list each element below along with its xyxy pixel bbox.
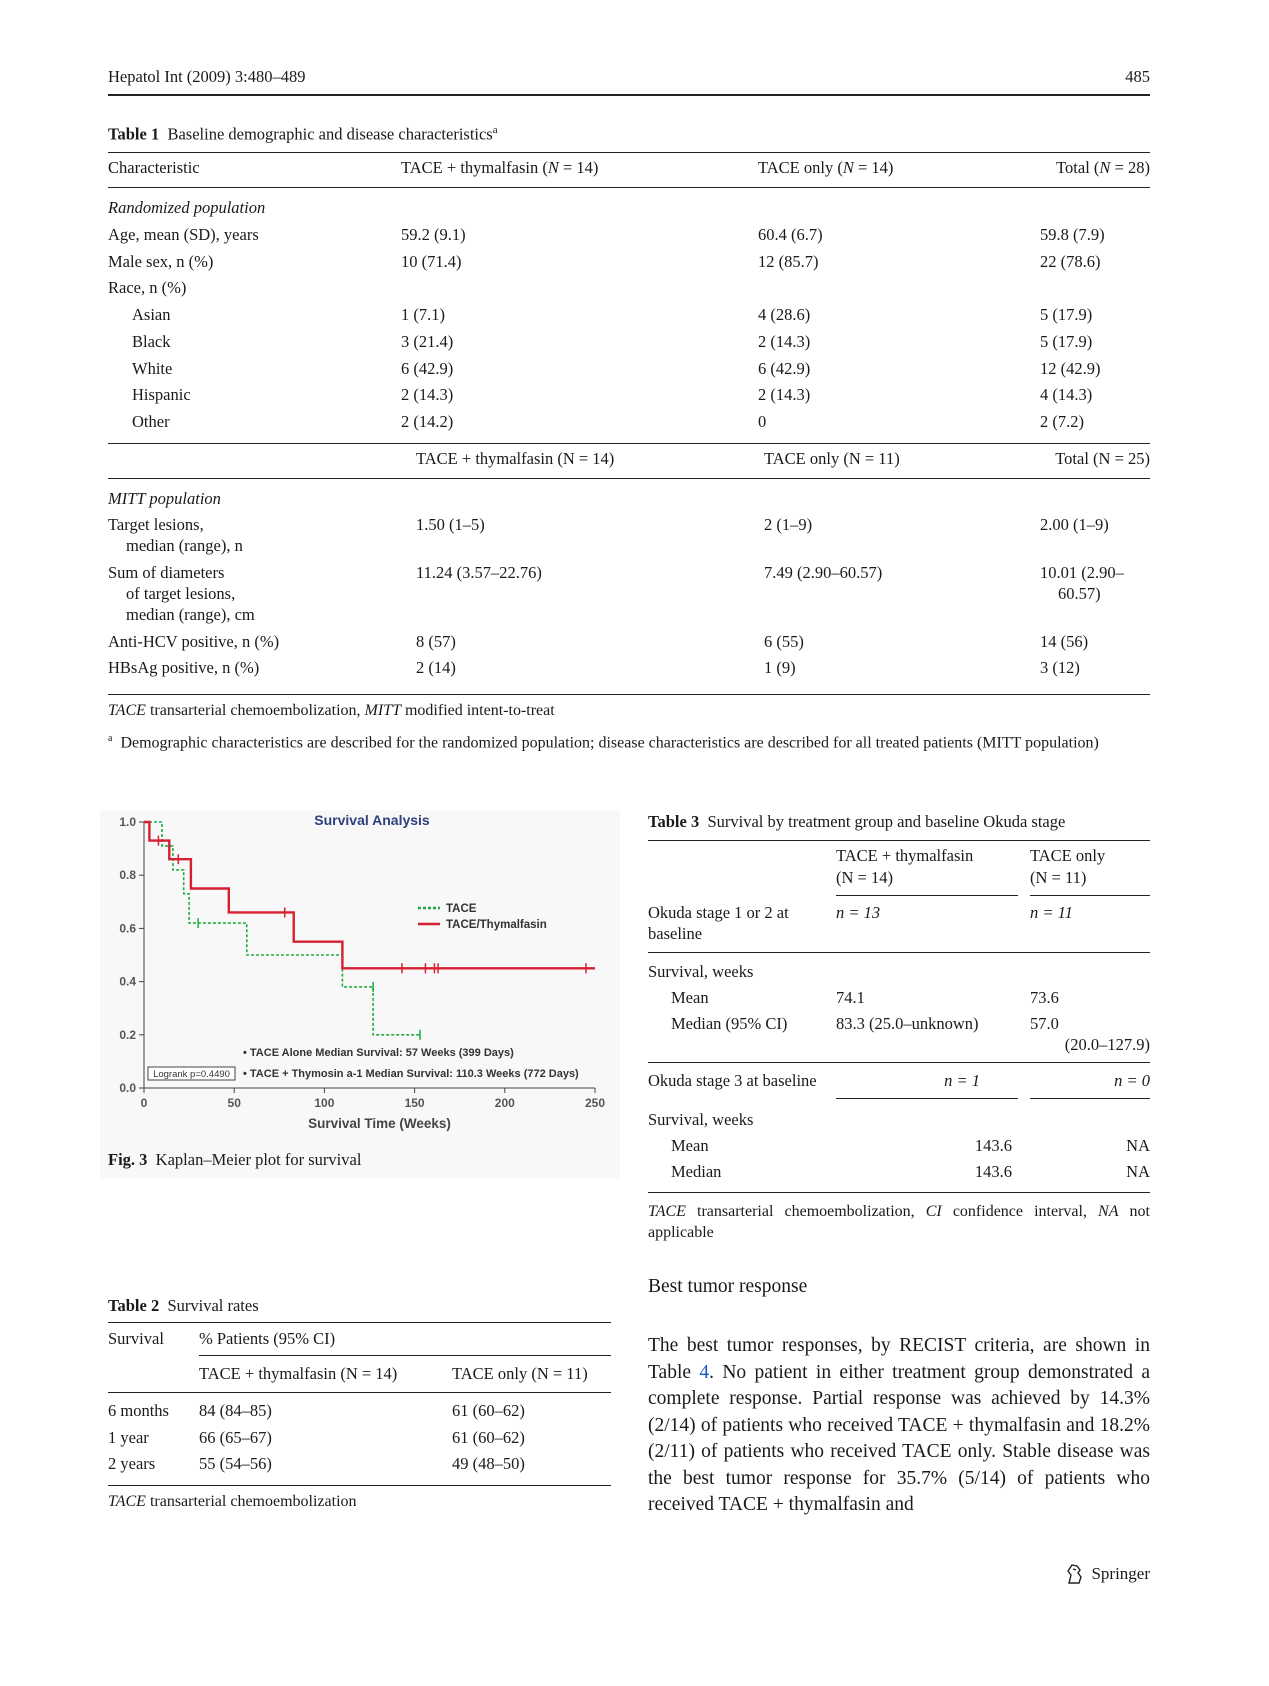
x-axis-label: Survival Time (Weeks) (308, 1116, 451, 1131)
table1-row (108, 359, 1150, 386)
cell-c-line2: 60.57) (1058, 584, 1101, 603)
cell-b: 2 (1–9) (764, 515, 813, 534)
table2-abbreviations: TACE transarterial chemoembolization (108, 1493, 357, 1510)
row-label-line3: median (range), cm (126, 605, 255, 624)
table2-cell-b: 49 (48–50) (452, 1454, 525, 1473)
cell-b: 6 (55) (764, 632, 804, 651)
x-tick-label: 200 (494, 1096, 515, 1110)
table3-stage3-n-a: n = 1 (944, 1071, 980, 1090)
row-label: Race, n (%) (108, 278, 187, 298)
table3-median-label: Median (95% CI) (671, 1014, 788, 1033)
cell-b: 4 (28.6) (758, 305, 811, 325)
table3-bottom-rule (648, 1192, 1150, 1193)
table3-median2-a: 143.6 (974, 1162, 1012, 1181)
x-tick-label: 50 (227, 1096, 241, 1110)
table3-median2-b: NA (1126, 1162, 1150, 1181)
table1-header-rule-2 (108, 478, 1150, 479)
x-tick-label: 100 (314, 1096, 335, 1110)
cell-b: 2 (14.3) (758, 331, 811, 351)
table3-top-rule (648, 840, 1150, 841)
running-header-journal: Hepatol Int (2009) 3:480–489 (108, 67, 306, 86)
table2-row-label: 2 years (108, 1454, 156, 1473)
y-tick-label: 0.8 (119, 868, 136, 883)
body-paragraph: The best tumor responses, by RECIST criteria, are shown in Table 4. No patient in either treatment group demonstrated a complete response. Partial response was achieved by 14.3% (2/14) of patients who received TACE + thymalfasin and 18.2% (2/11) of patients who received TACE only. Stable disease was the best tumor response for 35.7% (5/14) of patients who received TACE + thymalfasin and (648, 1335, 1151, 1515)
table3-footnote: TACE transarterial chemoembolization, CI confidence interval, NA not applicable (648, 1203, 1151, 1241)
table3-stage3-label: Okuda stage 3 at baseline (648, 1071, 817, 1090)
table3-stage3-rule-a (836, 1098, 1018, 1099)
cell-c: 10.01 (2.90– (1040, 563, 1124, 582)
y-tick-label: 0.2 (119, 1027, 136, 1042)
header-rule (108, 94, 1150, 96)
table1-header-row: Characteristic TACE + thymalfasin (N = 14) TACE only (N = 14) Total (N = 28) (108, 158, 1150, 177)
cell-a: 10 (71.4) (401, 251, 462, 271)
cell-a: 3 (21.4) (401, 331, 454, 351)
table3-mean2-a: 143.6 (974, 1136, 1012, 1155)
table3-median-a: 83.3 (25.0–unknown) (836, 1014, 979, 1033)
section-heading: Best tumor response (648, 1276, 808, 1297)
cell-c: 14 (56) (1040, 632, 1089, 651)
cell-c: 5 (17.9) (1040, 305, 1093, 325)
table1-row (108, 305, 1150, 332)
cell-a: 1.50 (1–5) (416, 515, 485, 534)
cell-c: 4 (14.3) (1040, 385, 1093, 405)
row-label: Hispanic (132, 385, 191, 405)
table3-median-b-line2: (20.0–127.9) (1064, 1035, 1150, 1054)
cell-b: 0 (758, 411, 767, 431)
cell-c: 12 (42.9) (1040, 358, 1101, 378)
cell-a: 6 (42.9) (401, 358, 454, 378)
cell-a: 8 (57) (416, 632, 456, 651)
table2-cell-a: 66 (65–67) (199, 1427, 272, 1447)
chart-annotation: • TACE Alone Median Survival: 57 Weeks (399 Days) (243, 1047, 514, 1059)
table1-caption: Table 1 Baseline demographic and disease characteristics$^a$ (108, 124, 498, 144)
figure3-panel (100, 810, 620, 1178)
table1-row (108, 412, 1150, 439)
cell-b: 1 (9) (764, 658, 796, 677)
table1-section-mitt: MITT population (108, 489, 221, 508)
table1-bottom-rule (108, 694, 1150, 695)
y-tick-label: 0.4 (119, 974, 136, 989)
cell-a: 1 (7.1) (401, 305, 445, 325)
table3-col-b-line2: (N = 11) (1030, 868, 1087, 887)
row-label-line2: median (range), n (126, 536, 243, 555)
table2-bottom-rule (108, 1485, 611, 1486)
table4-link[interactable]: 4 (699, 1361, 710, 1383)
logrank-label: Logrank p=0.4490 (153, 1069, 230, 1080)
cell-b: 60.4 (6.7) (758, 225, 823, 244)
table1-footnote: $^a$ Demographic characteristics are described for the randomized population; disease characteristics are described for all treated patients (MITT population) (108, 733, 1099, 752)
table1-row (108, 332, 1150, 359)
table3-mean-a: 74.1 (836, 988, 865, 1007)
table2-col-b: TACE only (N = 11) (452, 1364, 588, 1383)
row-label: Male sex, n (%) (108, 251, 214, 271)
table2-cell-b: 61 (60–62) (452, 1427, 525, 1447)
cell-c: 22 (78.6) (1040, 251, 1101, 271)
table3-col-a-line2: (N = 14) (836, 868, 893, 887)
cell-b: 6 (42.9) (758, 358, 811, 378)
table3-mean-label: Mean (671, 988, 709, 1007)
legend-label: TACE (446, 903, 477, 915)
row-label: Age, mean (SD), years (108, 225, 259, 244)
table3-col-b-rule (1030, 895, 1150, 896)
row-label-line1: Sum of diameters (108, 563, 225, 582)
table2-col-a: TACE + thymalfasin (N = 14) (199, 1364, 398, 1383)
table2-cell-b: 61 (60–62) (452, 1401, 525, 1420)
table3-mean-b: 73.6 (1030, 988, 1059, 1007)
table3-stage3-rule-b (1030, 1098, 1150, 1099)
table2-header-rule (108, 1392, 611, 1393)
table2-col-group: % Patients (95% CI) (199, 1329, 336, 1348)
y-tick-label: 0.6 (119, 921, 136, 936)
cell-c: 59.8 (7.9) (1040, 225, 1105, 244)
figure3-caption: Fig. 3 Kaplan–Meier plot for survival (108, 1150, 362, 1169)
table2-row-label: 6 months (108, 1401, 169, 1420)
table1-row (108, 563, 1150, 627)
publisher-logo (1065, 1563, 1150, 1585)
page-number: 485 (1125, 67, 1150, 86)
row-label: Asian (132, 305, 171, 325)
cell-a: 2 (14.3) (401, 385, 454, 405)
cell-c: 5 (17.9) (1040, 331, 1093, 351)
table1-top-rule (108, 152, 1150, 153)
cell-b: 2 (14.3) (758, 385, 811, 405)
table3-survival-weeks: Survival, weeks (648, 962, 754, 981)
table2-caption: Table 2 Survival rates (108, 1296, 259, 1315)
legend-label: TACE/Thymalfasin (446, 919, 547, 931)
table3-rule-2 (648, 1062, 1150, 1063)
cell-b: 12 (85.7) (758, 251, 819, 271)
chart-title: Survival Analysis (314, 812, 430, 828)
table3-mean2-label: Mean (671, 1136, 709, 1155)
y-tick-label: 1.0 (119, 815, 136, 829)
row-label: White (132, 358, 173, 378)
table3-col-a-rule (836, 895, 1018, 896)
cell-c: 2 (7.2) (1040, 411, 1084, 431)
table1-row (108, 385, 1150, 412)
cell-a: 2 (14.2) (401, 411, 454, 431)
table2-col-survival: Survival (108, 1329, 164, 1348)
table3-stage3-n-b: n = 0 (1114, 1071, 1150, 1090)
table3-survival-weeks-2: Survival, weeks (648, 1110, 754, 1129)
table3-stage12-line1: Okuda stage 1 or 2 at (648, 903, 789, 922)
row-label-line1: Target lesions, (108, 515, 204, 534)
cell-a: 2 (14) (416, 658, 456, 677)
table3-col-a-line1: TACE + thymalfasin (836, 846, 974, 865)
cell-c: 3 (12) (1040, 658, 1080, 677)
row-label-line1: HBsAg positive, n (%) (108, 658, 260, 677)
table3-col-b-line1: TACE only (1030, 846, 1106, 865)
row-label: Other (132, 411, 170, 431)
table3-stage12-n-a: n = 13 (836, 903, 881, 922)
x-tick-label: 150 (404, 1096, 425, 1110)
table1-header-row-2: TACE + thymalfasin (N = 14) TACE only (N = 11) Total (N = 25) (416, 449, 1150, 468)
chart-legend (418, 903, 547, 931)
cell-c: 2.00 (1–9) (1040, 515, 1109, 534)
table3-stage12-n-b: n = 11 (1030, 903, 1073, 922)
table1-abbreviations: TACE transarterial chemoembolization, MITT modified intent-to-treat (108, 702, 555, 719)
springer-horse-icon (1065, 1563, 1085, 1585)
table1-mid-rule (108, 443, 1150, 444)
cell-b: 7.49 (2.90–60.57) (764, 563, 883, 582)
table3-mean2-b: NA (1126, 1136, 1150, 1155)
table1-row (108, 278, 1150, 305)
kaplan-meier-chart (100, 810, 620, 1140)
table2-group-rule (199, 1355, 611, 1356)
chart-annotation: • TACE + Thymosin a-1 Median Survival: 110.3 Weeks (772 Days) (243, 1068, 579, 1080)
row-label-line2: of target lesions, (126, 584, 236, 603)
table2-cell-a: 55 (54–56) (199, 1454, 272, 1473)
y-tick-label: 0.0 (119, 1081, 136, 1095)
table3-median2-label: Median (671, 1162, 722, 1181)
series-line (144, 822, 420, 1035)
cell-a: 11.24 (3.57–22.76) (416, 563, 542, 582)
row-label-line1: Anti-HCV positive, n (%) (108, 632, 280, 651)
cell-a: 59.2 (9.1) (401, 225, 466, 244)
x-tick-label: 0 (140, 1096, 148, 1110)
table3-median-b-line1: 57.0 (1030, 1014, 1059, 1033)
table1-row (108, 225, 1150, 252)
table2-top-rule (108, 1322, 611, 1323)
series-line (144, 822, 595, 968)
table3-stage12-line2: baseline (648, 924, 703, 943)
table3-caption: Table 3 Survival by treatment group and baseline Okuda stage (648, 812, 1066, 831)
publisher-name: Springer (1091, 1564, 1150, 1583)
table1-row (108, 252, 1150, 279)
table3-rule-1 (648, 952, 1150, 953)
table2-cell-a: 84 (84–85) (199, 1401, 272, 1420)
x-tick-label: 250 (584, 1096, 606, 1110)
table2-row-label: 1 year (108, 1427, 149, 1447)
table1-header-rule (108, 187, 1150, 188)
row-label: Black (132, 331, 171, 351)
table1-section-randomized: Randomized population (108, 198, 266, 217)
